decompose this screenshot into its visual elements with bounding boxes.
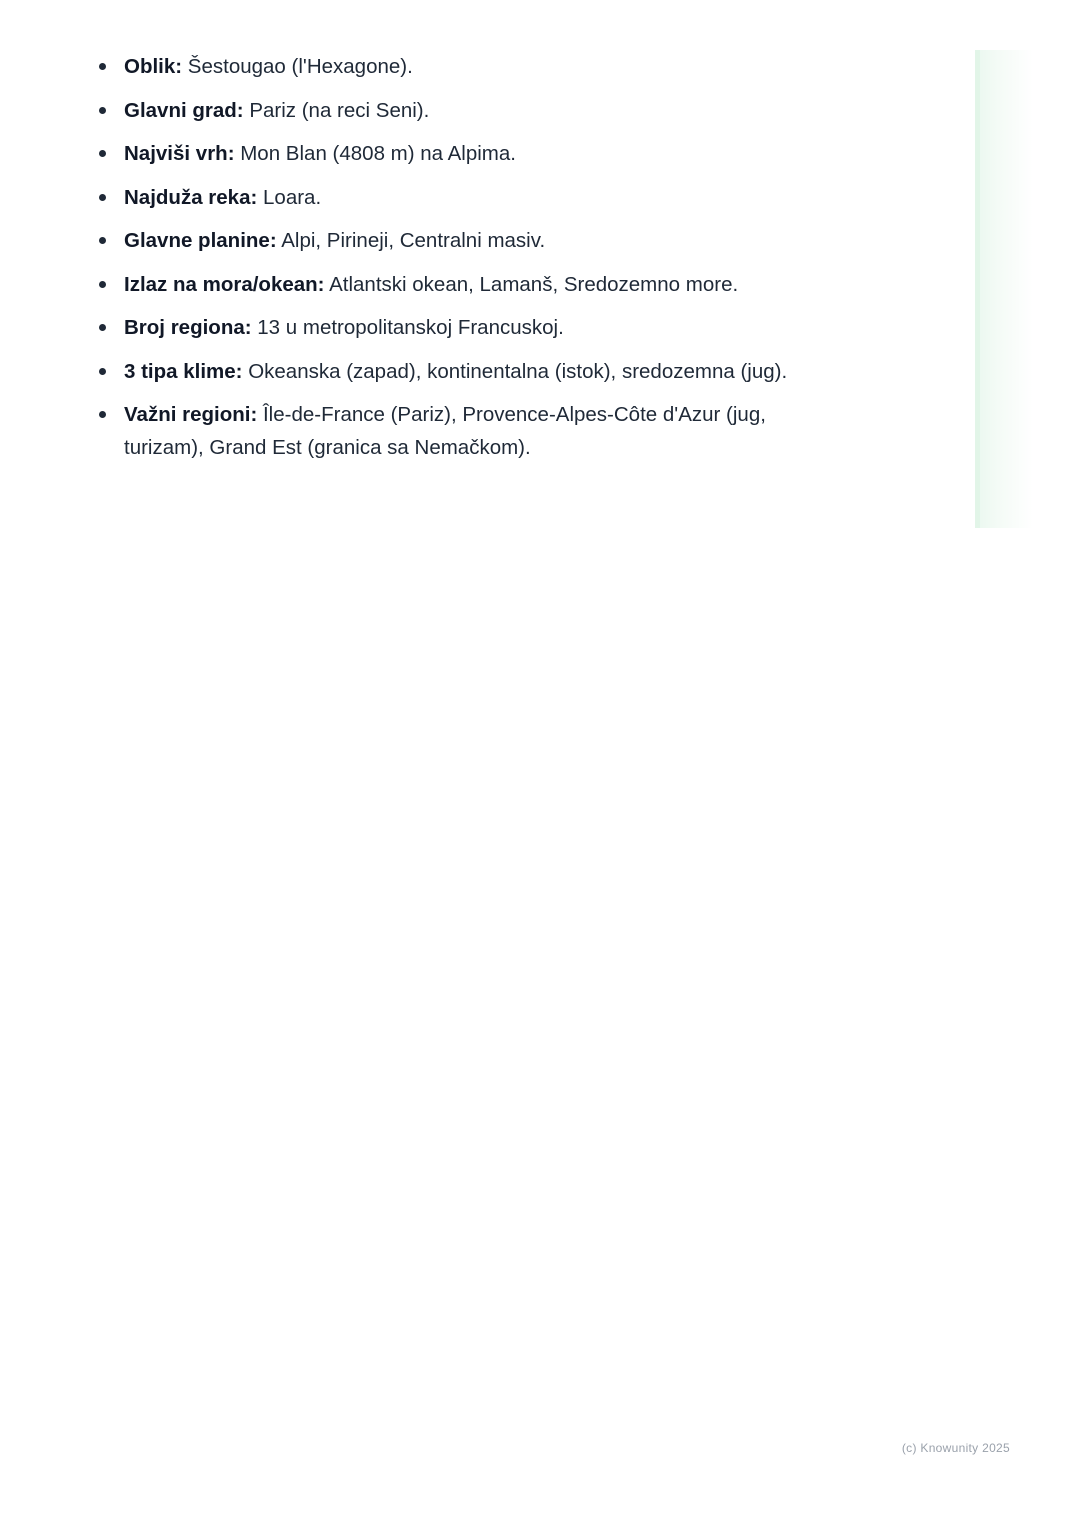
item-text: Atlantski okean, Lamanš, Sredozemno more. <box>329 272 739 296</box>
item-term: Najduža reka: <box>124 185 258 209</box>
bullet-icon <box>99 281 106 288</box>
item-term: Glavne planine: <box>124 229 277 252</box>
item-term: 3 tipa klime: <box>124 359 243 383</box>
list-item <box>96 355 826 388</box>
list-item <box>96 181 826 214</box>
bullet-icon <box>99 63 106 70</box>
item-text: Mon Blan (4808 m) na Alpima. <box>240 142 516 165</box>
item-term: Važni regioni: <box>124 403 258 426</box>
facts-list <box>96 50 826 475</box>
item-text: Alpi, Pirineji, Centralni masiv. <box>281 229 546 252</box>
item-term: Glavni grad: <box>124 98 244 122</box>
list-item <box>96 268 826 301</box>
item-text: Île-de-France (Pariz), Provence-Alpes-Côte d'Azur (jug, turizam), Grand Est (granica sa Nemačkom). <box>124 403 766 459</box>
copyright-footer: (c) Knowunity 2025 <box>901 1441 1010 1455</box>
bullet-icon <box>99 324 106 331</box>
bullet-icon <box>99 237 106 244</box>
bullet-icon <box>99 107 106 114</box>
side-accent-line <box>975 50 980 528</box>
list-item <box>96 94 826 127</box>
item-text: 13 u metropolitanskoj Francuskoj. <box>257 316 564 339</box>
item-text: Pariz (na reci Seni). <box>249 98 430 122</box>
item-text: Okeanska (zapad), kontinentalna (istok), sredozemna (jug). <box>248 359 788 383</box>
list-item <box>96 224 826 257</box>
list-item <box>96 137 826 170</box>
bullet-icon <box>99 150 106 157</box>
list-item <box>96 311 826 344</box>
bullet-icon <box>99 368 106 375</box>
list-item <box>96 50 826 83</box>
bullet-icon <box>99 194 106 201</box>
item-term: Izlaz na mora/okean: <box>124 272 325 296</box>
item-term: Broj regiona: <box>124 316 252 339</box>
item-term: Oblik: <box>124 55 183 78</box>
side-accent-panel <box>975 50 1033 528</box>
item-text: Loara. <box>263 185 322 209</box>
item-term: Najviši vrh: <box>124 142 235 165</box>
bullet-icon <box>99 411 106 418</box>
item-text: Šestougao (l'Hexagone). <box>187 55 413 78</box>
list-item <box>96 398 826 464</box>
